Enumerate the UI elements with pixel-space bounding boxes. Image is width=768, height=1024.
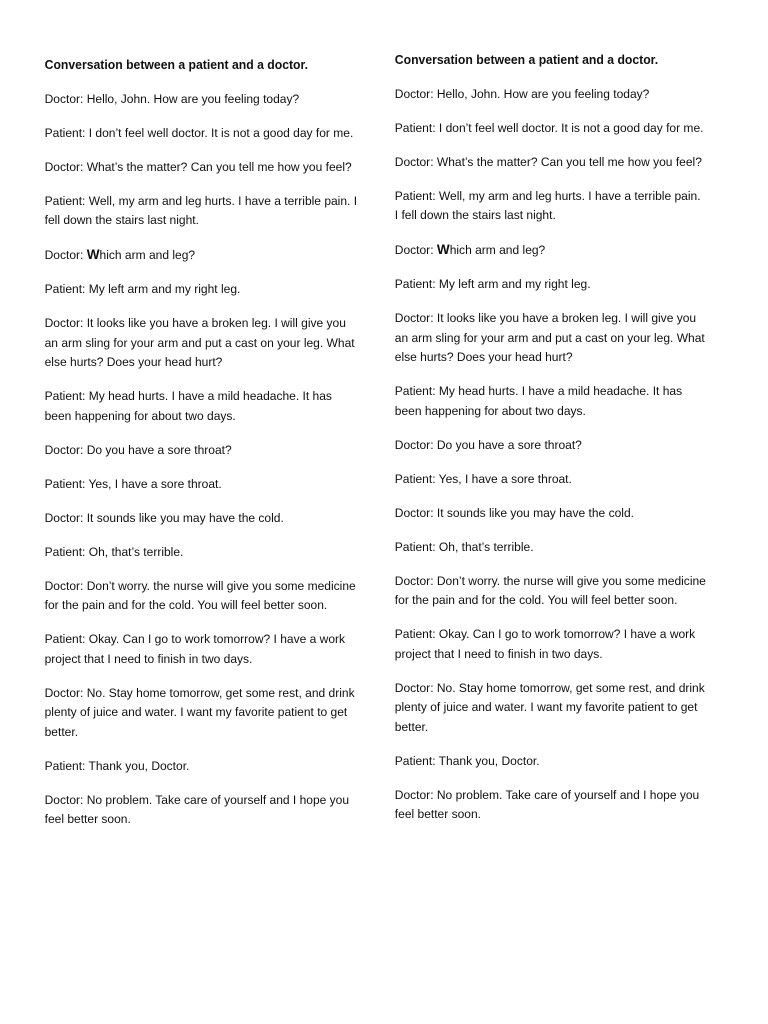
dialogue-text: Well, my arm and leg hurts. I have a terrible pain. I fell down the stairs last night. (44, 193, 358, 227)
document-title: Conversation between a patient and a doctor. (44, 58, 308, 72)
dialogue-line (45, 791, 360, 830)
dialogue-text: It sounds like you may have the cold. (436, 505, 634, 520)
dialogue-text: I don’t feel well doctor. It is not a good day for me. (438, 120, 704, 135)
speaker-label: Doctor: (44, 510, 84, 525)
dialogue-text: Oh, that’s terrible. (88, 544, 184, 559)
dialogue-line (45, 280, 360, 300)
dialogue-line (45, 158, 360, 178)
speaker-label: Doctor: (394, 243, 434, 257)
dialogue-text: Well, my arm and leg hurts. I have a terrible pain. I fell down the stairs last night. (394, 188, 701, 222)
dialogue-line (45, 124, 360, 144)
dialogue-line (395, 752, 707, 772)
document-title: Conversation between a patient and a doctor. (394, 53, 659, 67)
dialogue-text: It looks like you have a broken leg. I will give you an arm sling for your arm and put a cast on your leg. What else hurts? Does your head hurt? (44, 316, 355, 369)
dialogue-text: My left arm and my right leg. (438, 277, 591, 291)
speaker-label: Patient: (394, 627, 436, 641)
dialogue-text: My head hurts. I have a mild headache. It has been happening for about two days. (44, 389, 332, 423)
dialogue-text: Do you have a sore throat? (86, 442, 232, 457)
speaker-label: Patient: (394, 277, 436, 291)
dialogue-text: Thank you, Doctor. (438, 753, 540, 768)
speaker-label: Doctor: (44, 792, 84, 807)
dialogue-line (45, 90, 360, 110)
dialogue-line (395, 625, 707, 664)
speaker-label: Doctor: (44, 578, 84, 593)
speaker-label: Patient: (44, 125, 86, 140)
dialogue-line (395, 119, 707, 139)
dialogue-line (395, 470, 707, 490)
dialogue-line (395, 382, 707, 421)
dialogue-line (45, 192, 360, 231)
dialogue-text: Oh, that’s terrible. (438, 539, 534, 554)
dialogue-line (395, 309, 707, 368)
speaker-label: Doctor: (44, 91, 84, 106)
dialogue-text: Don’t worry. the nurse will give you some medicine for the pain and for the cold. You will feel better soon. (44, 578, 356, 612)
speaker-label: Doctor: (394, 154, 434, 169)
dialogue-text: Hello, John. How are you feeling today? (436, 86, 650, 101)
speaker-label: Doctor: (394, 787, 434, 802)
speaker-label: Patient: (44, 544, 86, 559)
dialogue-text: My head hurts. I have a mild headache. It has been happening for about two days. (394, 384, 683, 418)
dialogue-line (45, 314, 360, 373)
speaker-label: Patient: (44, 389, 86, 403)
dialogue-text: No. Stay home tomorrow, get some rest, and drink plenty of juice and water. I want my favorite patient to get better. (394, 680, 705, 734)
dialogue-text: It looks like you have a broken leg. I will give you an arm sling for your arm and put a cast on your leg. What else hurts? Does your head hurt? (394, 311, 705, 364)
dialogue-line (45, 684, 360, 743)
dialogue-line (395, 187, 707, 226)
dialogue-line (45, 475, 360, 495)
speaker-label: Patient: (44, 193, 86, 208)
dialogue-text: Yes, I have a sore throat. (438, 471, 572, 486)
speaker-label: Doctor: (44, 248, 84, 262)
dialogue-line (45, 441, 360, 461)
speaker-label: Doctor: (394, 573, 434, 588)
dialogue-line (395, 153, 707, 173)
dialogue-text: No problem. Take care of yourself and I hope you feel better soon. (44, 792, 350, 826)
speaker-label: Doctor: (394, 311, 434, 325)
dialogue-text: Hello, John. How are you feeling today? (86, 91, 300, 106)
dialogue-line (395, 436, 707, 456)
dialogue-text: I don’t feel well doctor. It is not a good day for me. (88, 125, 354, 140)
dialogue-line (45, 387, 360, 426)
dialogue-line (395, 275, 707, 295)
speaker-label: Patient: (44, 632, 86, 646)
speaker-label: Patient: (394, 120, 436, 135)
dialogue-text: Do you have a sore throat? (436, 437, 582, 452)
speaker-label: Doctor: (394, 505, 434, 520)
dialogue-line (395, 240, 707, 261)
speaker-label: Patient: (44, 476, 86, 491)
dialogue-line (45, 509, 360, 529)
emphasized-letter: W (86, 246, 100, 262)
dialogue-text: hich arm and leg? (99, 248, 196, 262)
speaker-label: Patient: (394, 539, 436, 554)
dialogue-column-left (45, 56, 360, 844)
dialogue-line (395, 786, 707, 825)
dialogue-text: Thank you, Doctor. (88, 758, 190, 773)
speaker-label: Patient: (394, 471, 436, 486)
speaker-label: Doctor: (394, 86, 434, 101)
dialogue-column-right (395, 51, 707, 839)
dialogue-text: My left arm and my right leg. (88, 282, 241, 296)
dialogue-text: Yes, I have a sore throat. (88, 476, 222, 491)
dialogue-text: hich arm and leg? (449, 243, 546, 257)
speaker-label: Patient: (394, 753, 436, 768)
dialogue-line (395, 572, 707, 611)
dialogue-line (45, 757, 360, 777)
speaker-label: Doctor: (44, 159, 84, 174)
dialogue-line (45, 630, 360, 669)
speaker-label: Doctor: (394, 680, 434, 695)
dialogue-text: Okay. Can I go to work tomorrow? I have a work project that I need to finish in two days. (44, 632, 346, 666)
dialogue-text: Don’t worry. the nurse will give you some medicine for the pain and for the cold. You will feel better soon. (394, 573, 706, 607)
dialogue-text: No. Stay home tomorrow, get some rest, and drink plenty of juice and water. I want my favorite patient to get better. (44, 685, 355, 739)
dialogue-line (45, 245, 360, 266)
dialogue-line (45, 543, 360, 563)
dialogue-line (395, 679, 707, 738)
speaker-label: Patient: (394, 188, 436, 203)
dialogue-line (45, 577, 360, 616)
speaker-label: Doctor: (44, 685, 84, 700)
dialogue-text: What’s the matter? Can you tell me how you feel? (86, 159, 352, 174)
speaker-label: Doctor: (44, 316, 84, 330)
speaker-label: Doctor: (44, 442, 84, 457)
speaker-label: Patient: (394, 384, 436, 398)
dialogue-text: No problem. Take care of yourself and I hope you feel better soon. (394, 787, 700, 821)
dialogue-line (395, 538, 707, 558)
dialogue-line (395, 85, 707, 105)
dialogue-text: It sounds like you may have the cold. (86, 510, 284, 525)
dialogue-text: Okay. Can I go to work tomorrow? I have a work project that I need to finish in two days. (394, 627, 696, 661)
dialogue-text: What’s the matter? Can you tell me how you feel? (436, 154, 702, 169)
speaker-label: Patient: (44, 282, 86, 296)
speaker-label: Doctor: (394, 437, 434, 452)
emphasized-letter: W (436, 241, 450, 257)
dialogue-line (395, 504, 707, 524)
speaker-label: Patient: (44, 758, 86, 773)
